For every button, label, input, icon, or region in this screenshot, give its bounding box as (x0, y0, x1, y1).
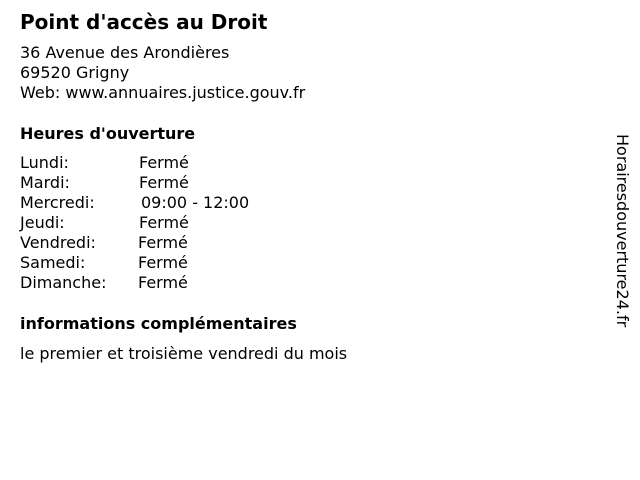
hours-heading: Heures d'ouverture (20, 124, 196, 143)
site-watermark: Horairesdouverture24.fr (613, 134, 632, 328)
info-text: le premier et troisième vendredi du mois (20, 344, 348, 363)
day-hours: Fermé (139, 213, 189, 232)
page-title: Point d'accès au Droit (20, 10, 268, 34)
day-label: Mercredi: (20, 193, 95, 212)
day-hours: Fermé (138, 253, 188, 272)
day-hours: 09:00 - 12:00 (141, 193, 250, 212)
day-label: Samedi: (20, 253, 86, 272)
day-label: Mardi: (20, 173, 70, 192)
day-label: Vendredi: (20, 233, 96, 252)
street-address: 36 Avenue des Arondières (20, 43, 230, 62)
info-heading: informations complémentaires (20, 314, 297, 333)
day-hours: Fermé (139, 153, 189, 172)
day-hours: Fermé (138, 233, 188, 252)
day-label: Jeudi: (20, 213, 65, 232)
website: Web: www.annuaires.justice.gouv.fr (20, 83, 306, 102)
day-label: Lundi: (20, 153, 69, 172)
address-block (20, 43, 305, 103)
city-postal: 69520 Grigny (20, 63, 130, 82)
day-hours: Fermé (138, 273, 188, 292)
day-hours: Fermé (139, 173, 189, 192)
day-label: Dimanche: (20, 273, 107, 292)
